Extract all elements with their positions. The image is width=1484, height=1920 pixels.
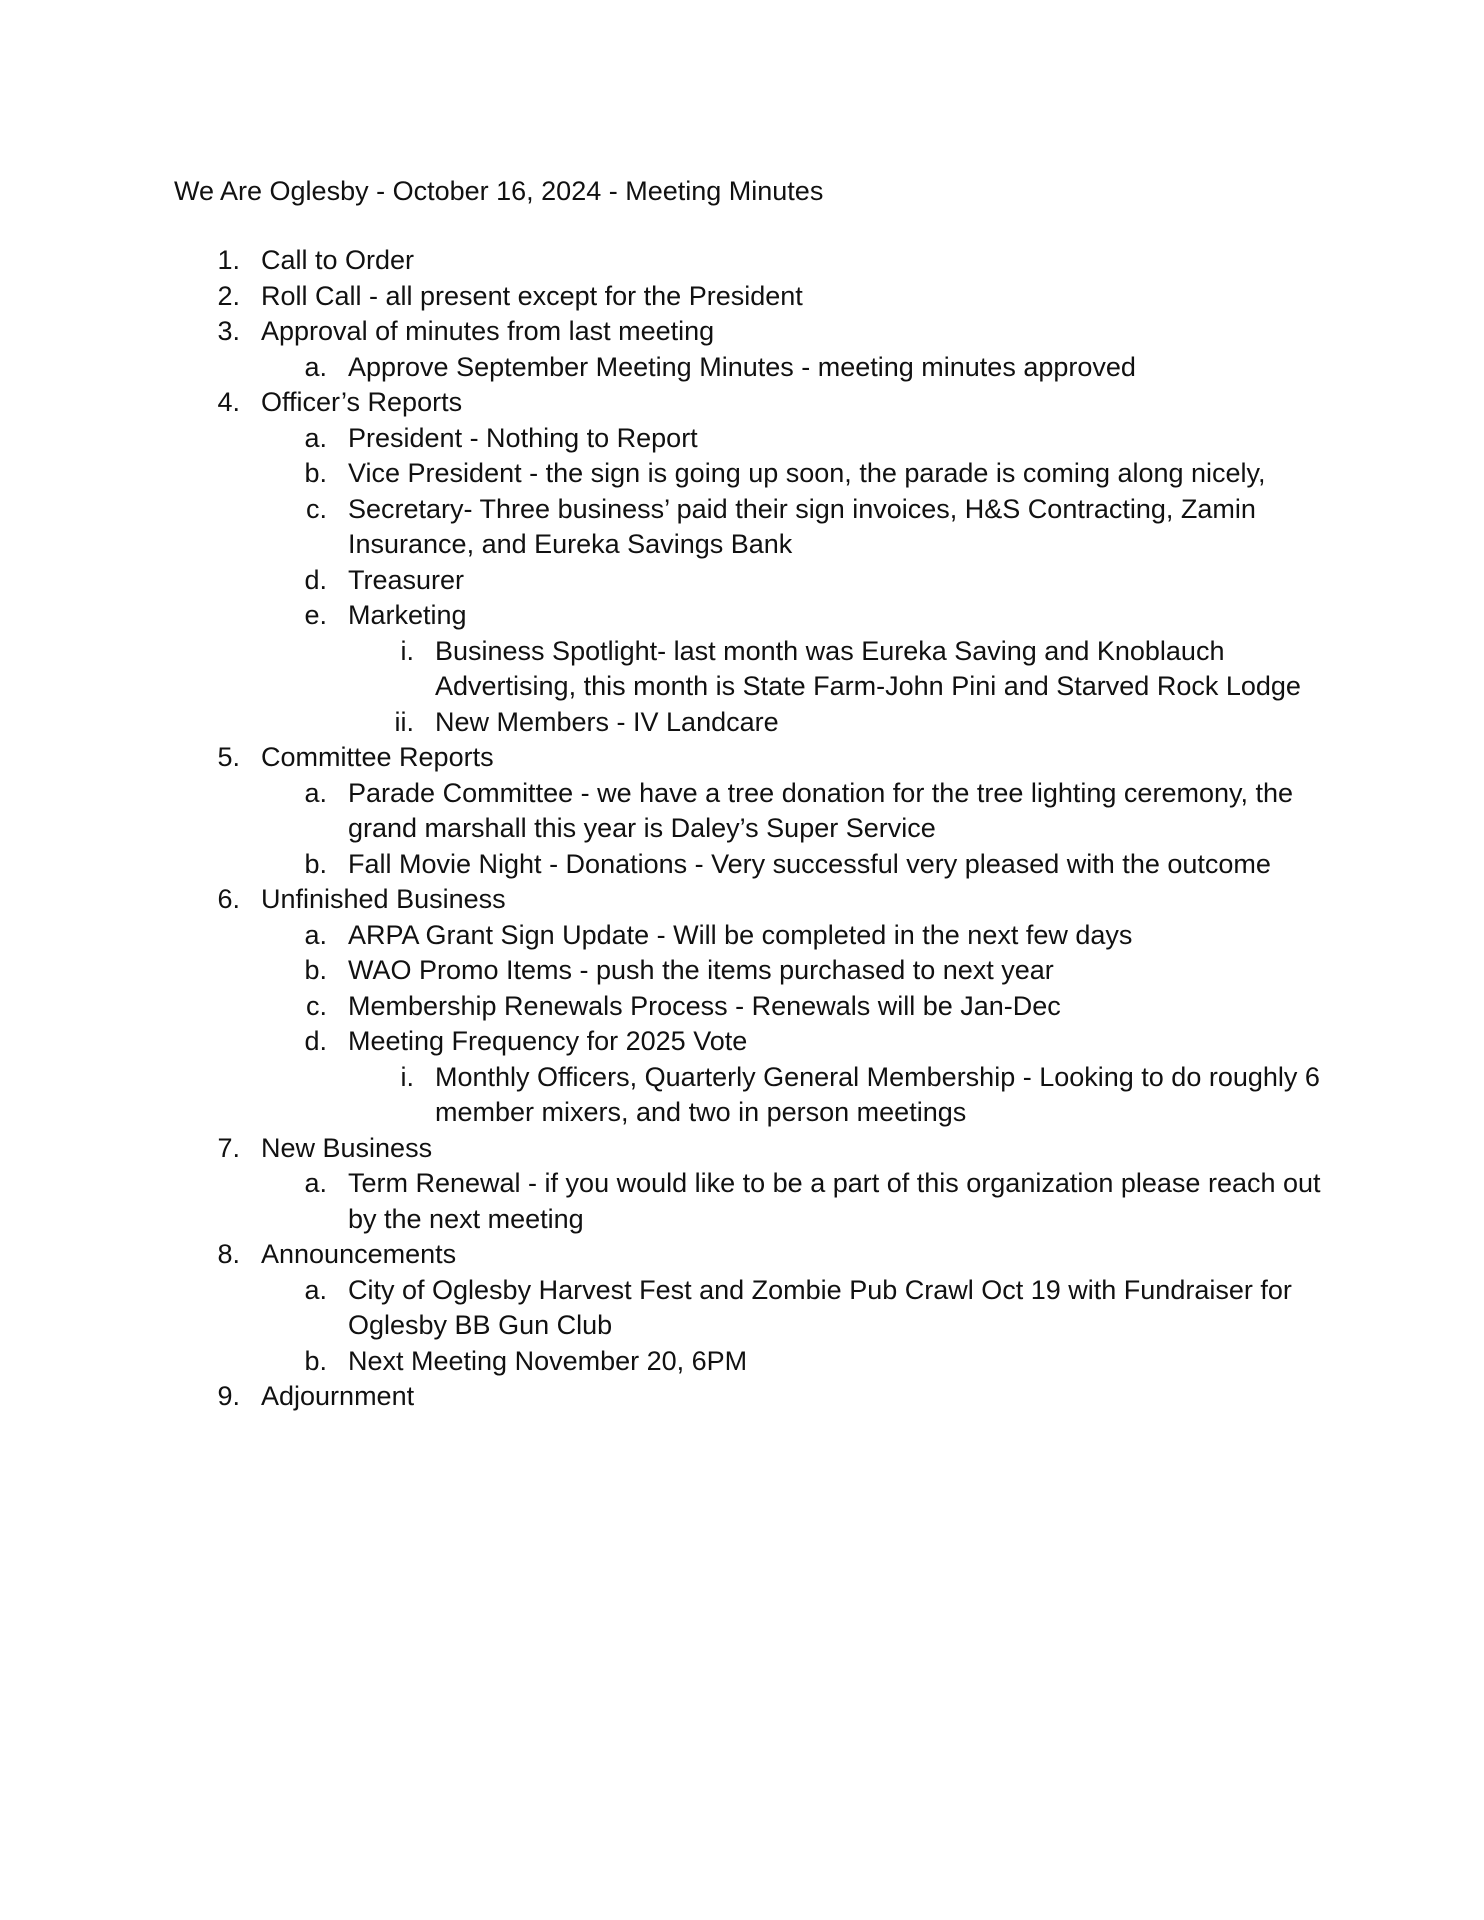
list-item (174, 740, 1324, 776)
list-marker: b. (304, 1345, 327, 1376)
list-item-text: Parade Committee - we have a tree donation for the tree lighting ceremony, the grand marshall this year is Daley’s Super Service (348, 777, 1294, 843)
list-item-text: Committee Reports (261, 742, 494, 772)
list-item-text: City of Oglesby Harvest Fest and Zombie Pub Crawl Oct 19 with Fundraiser for Oglesby BB Gun Club (348, 1274, 1292, 1340)
list-item-text: Announcements (261, 1239, 457, 1269)
list-marker: 6. (217, 884, 240, 914)
list-item (174, 1060, 1324, 1131)
list-item (174, 847, 1324, 883)
list-item-text: Roll Call - all present except for the President (261, 280, 803, 311)
list-marker: a. (304, 1274, 327, 1305)
list-item (174, 243, 1324, 279)
list-item (174, 989, 1324, 1025)
list-marker: a. (304, 422, 327, 453)
list-marker: 2. (217, 280, 240, 311)
list-item (174, 882, 1324, 918)
list-item (174, 456, 1324, 492)
list-marker: 9. (217, 1381, 240, 1411)
list-item-text: Vice President - the sign is going up soon, the parade is coming along nicely, (348, 458, 1266, 488)
list-marker: 1. (217, 245, 240, 275)
list-item (174, 421, 1324, 457)
list-marker: b. (304, 458, 327, 488)
list-marker: c. (305, 493, 327, 524)
list-item (174, 385, 1324, 421)
list-marker: e. (304, 600, 327, 630)
list-marker: ii. (394, 706, 414, 737)
list-item-text: Meeting Frequency for 2025 Vote (348, 1026, 748, 1056)
list-item (174, 705, 1324, 741)
list-item-text: Term Renewal - if you would like to be a part of this organization please reach out by the next meeting (348, 1168, 1321, 1234)
list-item-text: Unfinished Business (261, 884, 506, 914)
list-item (174, 563, 1324, 599)
list-item (174, 776, 1324, 847)
list-item-text: WAO Promo Items - push the items purchased to next year (348, 955, 1054, 985)
list-item (174, 634, 1324, 705)
list-marker: b. (304, 848, 327, 879)
list-item-text: Approval of minutes from last meeting (261, 316, 715, 346)
list-marker: 7. (217, 1132, 240, 1163)
list-item (174, 1131, 1324, 1167)
list-item (174, 279, 1324, 315)
list-marker: a. (304, 919, 327, 950)
list-marker: a. (304, 1168, 327, 1198)
list-item (174, 350, 1324, 386)
list-item (174, 1379, 1324, 1415)
list-item (174, 1344, 1324, 1380)
list-marker: i. (400, 1061, 414, 1092)
list-item-text: Business Spotlight- last month was Eureka Saving and Knoblauch Advertising, this month is State Farm-John Pini and Starved Rock Lodge (435, 635, 1301, 701)
list-item-text: Fall Movie Night - Donations - Very successful very pleased with the outcome (348, 848, 1271, 879)
list-item-text: Approve September Meeting Minutes - meeting minutes approved (348, 351, 1136, 382)
list-marker: b. (304, 955, 327, 985)
list-item (174, 1166, 1324, 1237)
list-item-text: Call to Order (261, 245, 415, 275)
list-item (174, 1273, 1324, 1344)
list-item-text: Marketing (348, 600, 467, 630)
list-item (174, 1024, 1324, 1060)
list-item (174, 1237, 1324, 1273)
list-item (174, 314, 1324, 350)
list-marker: 4. (217, 387, 240, 417)
list-item (174, 953, 1324, 989)
list-item-text: Next Meeting November 20, 6PM (348, 1345, 748, 1376)
list-marker: 8. (217, 1239, 240, 1269)
list-marker: c. (305, 990, 327, 1021)
document-title: We Are Oglesby - October 16, 2024 - Meeting Minutes (174, 176, 824, 206)
list-item (174, 598, 1324, 634)
list-item (174, 918, 1324, 954)
list-marker: 5. (217, 742, 240, 772)
list-marker: i. (400, 635, 414, 666)
list-item-text: New Members - IV Landcare (435, 706, 779, 737)
list-item-text: Officer’s Reports (261, 387, 463, 417)
list-marker: a. (304, 351, 327, 382)
list-item-text: ARPA Grant Sign Update - Will be completed in the next few days (348, 919, 1133, 950)
agenda-list (174, 243, 1324, 1415)
list-item-text: Secretary- Three business’ paid their sign invoices, H&S Contracting, Zamin Insurance, and Eureka Savings Bank (348, 493, 1256, 559)
list-item-text: Adjournment (261, 1381, 415, 1411)
list-item-text: Monthly Officers, Quarterly General Membership - Looking to do roughly 6 member mixers, and two in person meetings (435, 1061, 1320, 1127)
list-item (174, 492, 1324, 563)
list-marker: 3. (217, 316, 240, 346)
list-item-text: New Business (261, 1132, 433, 1163)
list-marker: d. (304, 1026, 327, 1056)
list-item-text: President - Nothing to Report (348, 422, 698, 453)
list-item-text: Membership Renewals Process - Renewals will be Jan-Dec (348, 990, 1061, 1021)
list-marker: d. (304, 564, 327, 595)
list-marker: a. (304, 777, 327, 808)
list-item-text: Treasurer (348, 564, 465, 595)
